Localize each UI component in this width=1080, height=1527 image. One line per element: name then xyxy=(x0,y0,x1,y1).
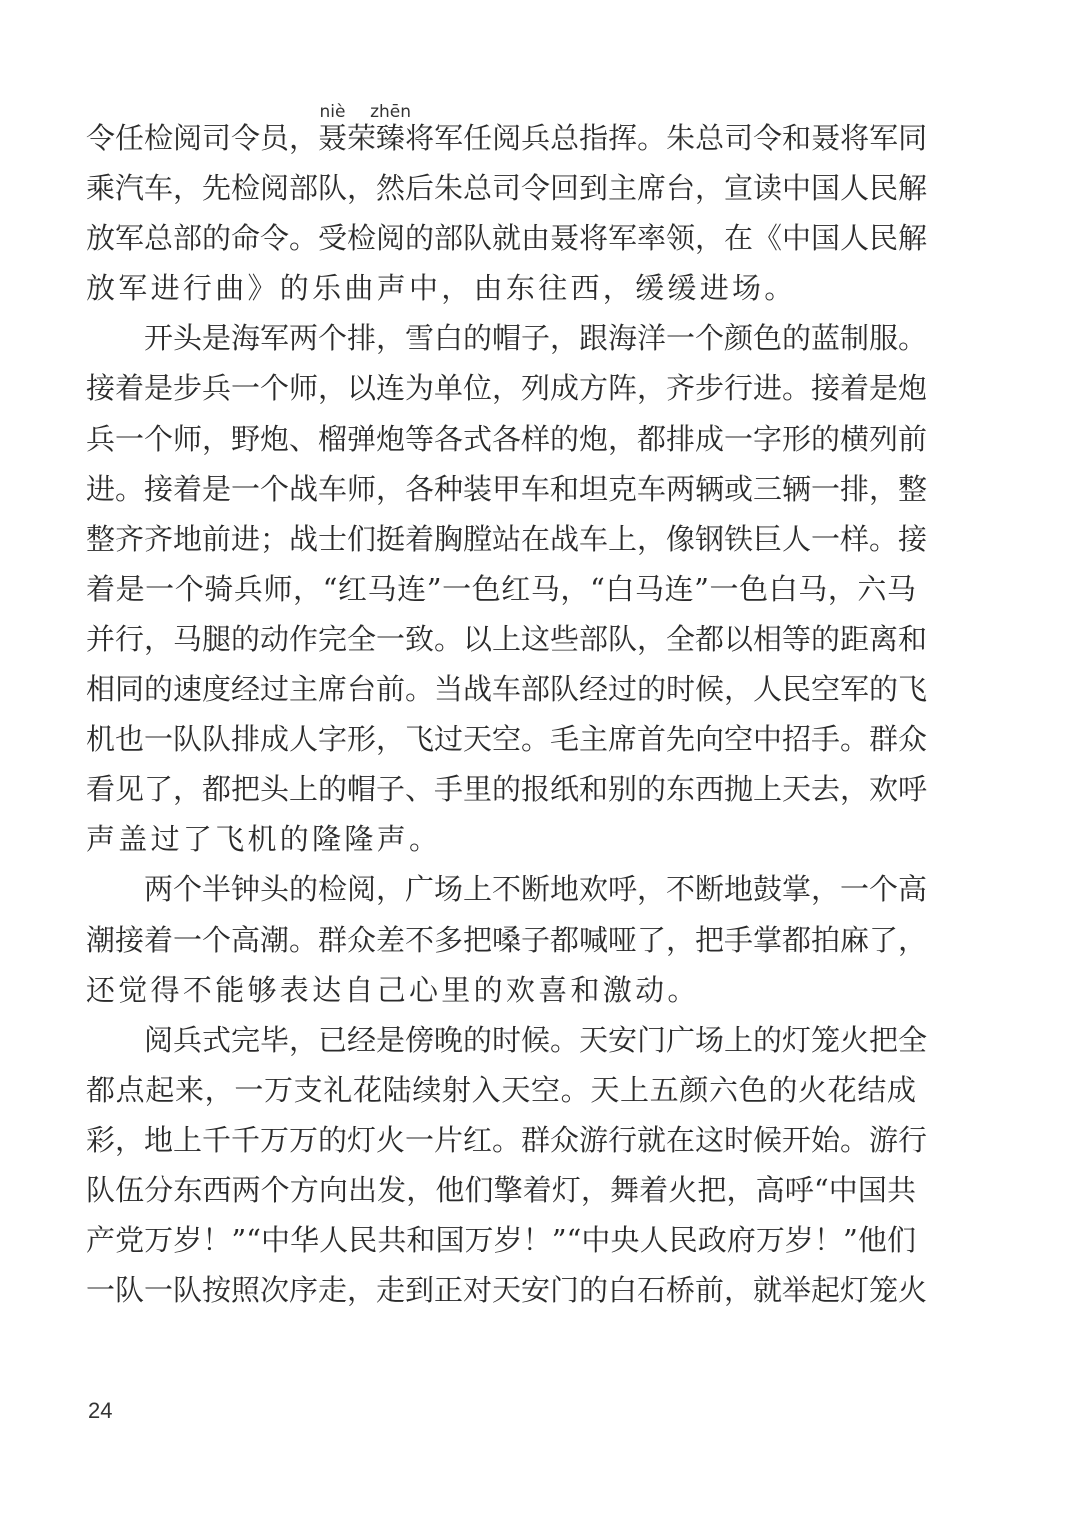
text-line: 都点起来，一万支礼花陆续射入天空。天上五颜六色的火花结成 xyxy=(86,1072,916,1107)
text-line: 产党万岁！”“中华人民共和国万岁！”“中央人民政府万岁！”他们 xyxy=(86,1223,916,1258)
ruby-base: 聂 xyxy=(318,121,348,155)
text-line: 接着是步兵一个师，以连为单位，列成方阵，齐步行进。接着是炮 xyxy=(86,371,928,406)
pinyin: niè xyxy=(319,102,346,122)
text-line: 队伍分东西两个方向出发，他们擎着灯，舞着火把，高呼“中国共 xyxy=(86,1172,916,1207)
text-line: 阅兵式完毕，已经是傍晚的时候。天安门广场上的灯笼火把全 xyxy=(144,1022,928,1057)
ruby-base: 臻 xyxy=(376,121,406,155)
text-line: 相同的速度经过主席台前。当战车部队经过的时候，人民空军的飞 xyxy=(86,672,928,707)
text-line: 开头是海军两个排，雪白的帽子，跟海洋一个颜色的蓝制服。 xyxy=(144,321,928,356)
ruby-annotation xyxy=(318,102,348,158)
text-line: 着是一个骑兵师，“红马连”一色红马，“白马连”一色白马，六马 xyxy=(86,571,916,606)
text-line: 两个半钟头的检阅，广场上不断地欢呼，不断地鼓掌，一个高 xyxy=(144,872,928,907)
text-line: 放军进行曲》的乐曲声中，由东往西，缓缓进场。 xyxy=(86,271,797,306)
text-line: 机也一队队排成人字形，飞过天空。毛主席首先向空中招手。群众 xyxy=(86,722,928,757)
text-line: 放军总部的命令。受检阅的部队就由聂将军率领，在《中国人民解 xyxy=(86,221,928,256)
text-line: 乘汽车，先检阅部队，然后朱总司令回到主席台，宣读中国人民解 xyxy=(86,171,928,206)
body-text xyxy=(86,102,928,1320)
text-line: 看见了，都把头上的帽子、手里的报纸和别的东西抛上天去，欢呼 xyxy=(86,772,928,807)
text-line: 兵一个师，野炮、榴弹炮等各式各样的炮，都排成一字形的横列前 xyxy=(86,421,928,456)
text-line xyxy=(86,102,928,168)
text-segment: 荣 xyxy=(347,121,377,155)
text-line: 并行，马腿的动作完全一致。以上这些部队，全都以相等的距离和 xyxy=(86,621,928,656)
text-line: 整齐齐地前进；战士们挺着胸膛站在战车上，像钢铁巨人一样。接 xyxy=(86,521,928,556)
pinyin: zhēn xyxy=(370,102,412,122)
text-line: 一队一队按照次序走，走到正对天安门的白石桥前，就举起灯笼火 xyxy=(86,1273,928,1308)
text-line: 进。接着是一个战车师，各种装甲车和坦克车两辆或三辆一排，整 xyxy=(86,471,928,506)
text-line: 声盖过了飞机的隆隆声。 xyxy=(86,822,442,857)
text-line: 潮接着一个高潮。群众差不多把嗓子都喊哑了，把手掌都拍麻了， xyxy=(86,922,928,957)
ruby-annotation xyxy=(370,102,412,158)
text-segment: 令任检阅司令员， xyxy=(86,121,319,155)
text-line: 还觉得不能够表达自己心里的欢喜和激动。 xyxy=(86,972,700,1007)
text-segment: 将军任阅兵总指挥。朱总司令和聂将军同 xyxy=(405,121,928,155)
page-number: 24 xyxy=(88,1398,113,1423)
text-line: 彩，地上千千万万的灯火一片红。群众游行就在这时候开始。游行 xyxy=(86,1122,928,1157)
